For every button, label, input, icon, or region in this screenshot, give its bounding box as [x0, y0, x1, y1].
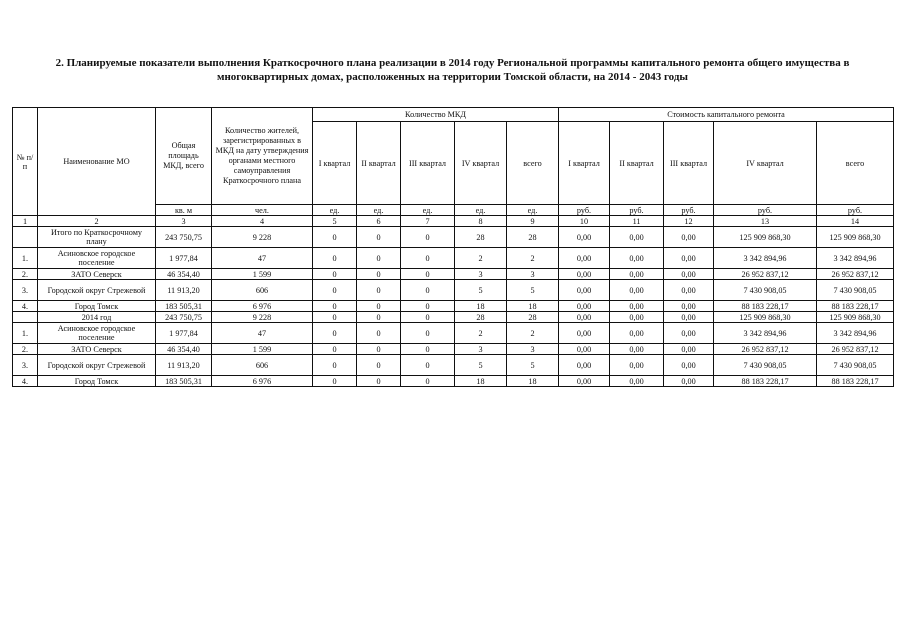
mkd-total-cell: 18: [507, 301, 559, 312]
mkd-total-cell: 2: [507, 323, 559, 344]
mkd-q3-cell: 0: [401, 280, 455, 301]
mkd-q3-cell: 0: [401, 344, 455, 355]
area-cell: 11 913,20: [156, 280, 212, 301]
cost-q2-cell: 0,00: [610, 355, 664, 376]
cost-q4-cell: 125 909 868,30: [714, 227, 817, 248]
cost-q3-cell: 0,00: [664, 301, 714, 312]
document-title: [10, 56, 895, 84]
cost-q2-cell: 0,00: [610, 301, 664, 312]
cost-total-cell: 125 909 868,30: [817, 312, 894, 323]
mkd-q2-cell: 0: [357, 355, 401, 376]
column-number-cell: 3: [156, 216, 212, 227]
unit-cost-total: руб.: [817, 205, 894, 216]
mkd-q1-cell: 0: [313, 312, 357, 323]
cost-q3-cell: 0,00: [664, 323, 714, 344]
title-line-2: многоквартирных домах, расположенных на территории Томской области, на 2014 - 2043 годы: [216, 71, 689, 83]
unit-cost-q1: руб.: [559, 205, 610, 216]
mkd-q1-cell: 0: [313, 355, 357, 376]
mo-name-cell: Асиновское городское поселение: [38, 248, 156, 269]
cost-q3-cell: 0,00: [664, 248, 714, 269]
column-number-cell: 11: [610, 216, 664, 227]
area-cell: 183 505,31: [156, 376, 212, 387]
mkd-total-cell: 5: [507, 355, 559, 376]
mkd-q2-cell: 0: [357, 301, 401, 312]
mkd-q2-cell: 0: [357, 269, 401, 280]
row-number-cell: [13, 312, 38, 323]
column-number-cell: 10: [559, 216, 610, 227]
cost-q3-cell: 0,00: [664, 355, 714, 376]
mkd-q1-cell: 0: [313, 301, 357, 312]
table-row: [13, 280, 894, 301]
mkd-q3-cell: 0: [401, 355, 455, 376]
cost-q1-cell: 0,00: [559, 323, 610, 344]
column-number-cell: 1: [13, 216, 38, 227]
mo-name-cell: Город Томск: [38, 301, 156, 312]
residents-cell: 1 599: [212, 269, 313, 280]
mkd-total-cell: 3: [507, 269, 559, 280]
mo-name-cell: ЗАТО Северск: [38, 269, 156, 280]
residents-cell: 9 228: [212, 312, 313, 323]
residents-cell: 1 599: [212, 344, 313, 355]
column-number-cell: 8: [455, 216, 507, 227]
unit-mkd-q4: ед.: [455, 205, 507, 216]
unit-area: кв. м: [156, 205, 212, 216]
area-cell: 46 354,40: [156, 269, 212, 280]
unit-cost-q3: руб.: [664, 205, 714, 216]
unit-cost-q2: руб.: [610, 205, 664, 216]
mkd-total-cell: 18: [507, 376, 559, 387]
residents-cell: 606: [212, 280, 313, 301]
cost-q1-cell: 0,00: [559, 301, 610, 312]
residents-cell: 47: [212, 323, 313, 344]
mkd-q1-cell: 0: [313, 323, 357, 344]
cost-total-cell: 88 183 228,17: [817, 301, 894, 312]
cost-q4-cell: 7 430 908,05: [714, 355, 817, 376]
mkd-q1-cell: 0: [313, 248, 357, 269]
mkd-total-cell: 28: [507, 227, 559, 248]
residents-cell: 6 976: [212, 376, 313, 387]
residents-cell: 9 228: [212, 227, 313, 248]
cost-q4-cell: 3 342 894,96: [714, 323, 817, 344]
header-mkd-total: всего: [507, 122, 559, 205]
cost-q1-cell: 0,00: [559, 376, 610, 387]
mkd-q2-cell: 0: [357, 312, 401, 323]
cost-q1-cell: 0,00: [559, 312, 610, 323]
cost-total-cell: 7 430 908,05: [817, 280, 894, 301]
area-cell: 1 977,84: [156, 248, 212, 269]
cost-q4-cell: 3 342 894,96: [714, 248, 817, 269]
mkd-q4-cell: 5: [455, 355, 507, 376]
cost-total-cell: 26 952 837,12: [817, 269, 894, 280]
mkd-total-cell: 2: [507, 248, 559, 269]
header-cost-total: всего: [817, 122, 894, 205]
table-row: [13, 269, 894, 280]
area-cell: 11 913,20: [156, 355, 212, 376]
mkd-q1-cell: 0: [313, 280, 357, 301]
header-residents: Количество жителей, зарегистрированных в МКД на дату утверждения органами местного самоуправления Краткосрочного плана: [212, 108, 313, 205]
cost-q3-cell: 0,00: [664, 376, 714, 387]
cost-q2-cell: 0,00: [610, 269, 664, 280]
mo-name-cell: Итого по Краткосрочному плану: [38, 227, 156, 248]
mkd-q1-cell: 0: [313, 227, 357, 248]
header-mkd-q1: I квартал: [313, 122, 357, 205]
mkd-q3-cell: 0: [401, 312, 455, 323]
cost-total-cell: 3 342 894,96: [817, 248, 894, 269]
mo-name-cell: Городской округ Стрежевой: [38, 355, 156, 376]
title-line-1: 2. Планируемые показатели выполнения Краткосрочного плана реализации в 2014 году Региональной программы капитального ремонта общего имущества в: [55, 57, 850, 69]
cost-q3-cell: 0,00: [664, 312, 714, 323]
indicators-table: [12, 107, 894, 387]
cost-total-cell: 88 183 228,17: [817, 376, 894, 387]
area-cell: 183 505,31: [156, 301, 212, 312]
unit-mkd-q2: ед.: [357, 205, 401, 216]
header-cost-group: Стоимость капитального ремонта: [559, 108, 894, 122]
unit-cost-q4: руб.: [714, 205, 817, 216]
mkd-total-cell: 3: [507, 344, 559, 355]
header-cost-q2: II квартал: [610, 122, 664, 205]
mo-name-cell: 2014 год: [38, 312, 156, 323]
column-number-row: [13, 216, 894, 227]
table-row: [13, 355, 894, 376]
unit-residents: чел.: [212, 205, 313, 216]
mo-name-cell: Городской округ Стрежевой: [38, 280, 156, 301]
cost-total-cell: 26 952 837,12: [817, 344, 894, 355]
cost-q1-cell: 0,00: [559, 344, 610, 355]
cost-q4-cell: 26 952 837,12: [714, 269, 817, 280]
table-body: [13, 227, 894, 387]
table-row: [13, 312, 894, 323]
column-number-cell: 13: [714, 216, 817, 227]
table-row: [13, 376, 894, 387]
mkd-q4-cell: 18: [455, 376, 507, 387]
mkd-q4-cell: 28: [455, 312, 507, 323]
row-number-cell: 2.: [13, 344, 38, 355]
cost-total-cell: 3 342 894,96: [817, 323, 894, 344]
cost-q4-cell: 88 183 228,17: [714, 376, 817, 387]
mkd-q2-cell: 0: [357, 376, 401, 387]
table-row: [13, 301, 894, 312]
residents-cell: 606: [212, 355, 313, 376]
header-cost-q3: III квартал: [664, 122, 714, 205]
row-number-cell: 3.: [13, 355, 38, 376]
header-name: Наименование МО: [38, 108, 156, 216]
mkd-q2-cell: 0: [357, 227, 401, 248]
column-number-cell: 7: [401, 216, 455, 227]
column-number-cell: 9: [507, 216, 559, 227]
mkd-total-cell: 5: [507, 280, 559, 301]
residents-cell: 6 976: [212, 301, 313, 312]
mo-name-cell: Город Томск: [38, 376, 156, 387]
mkd-q4-cell: 3: [455, 269, 507, 280]
mkd-q2-cell: 0: [357, 344, 401, 355]
header-area: Общая площадь МКД, всего: [156, 108, 212, 205]
mkd-q4-cell: 2: [455, 323, 507, 344]
cost-q2-cell: 0,00: [610, 312, 664, 323]
column-number-cell: 4: [212, 216, 313, 227]
mkd-q3-cell: 0: [401, 323, 455, 344]
header-mkd-q4: IV квартал: [455, 122, 507, 205]
unit-mkd-total: ед.: [507, 205, 559, 216]
area-cell: 1 977,84: [156, 323, 212, 344]
cost-q3-cell: 0,00: [664, 280, 714, 301]
mkd-q3-cell: 0: [401, 301, 455, 312]
cost-total-cell: 7 430 908,05: [817, 355, 894, 376]
mkd-q4-cell: 3: [455, 344, 507, 355]
cost-q4-cell: 7 430 908,05: [714, 280, 817, 301]
header-mkd-q3: III квартал: [401, 122, 455, 205]
table-row: [13, 323, 894, 344]
row-number-cell: 4.: [13, 376, 38, 387]
mkd-q3-cell: 0: [401, 248, 455, 269]
cost-q2-cell: 0,00: [610, 280, 664, 301]
mkd-q3-cell: 0: [401, 227, 455, 248]
cost-q2-cell: 0,00: [610, 344, 664, 355]
row-number-cell: 2.: [13, 269, 38, 280]
header-cost-q4: IV квартал: [714, 122, 817, 205]
cost-q1-cell: 0,00: [559, 269, 610, 280]
cost-total-cell: 125 909 868,30: [817, 227, 894, 248]
unit-mkd-q1: ед.: [313, 205, 357, 216]
table-row: [13, 344, 894, 355]
row-number-cell: [13, 227, 38, 248]
row-number-cell: 3.: [13, 280, 38, 301]
cost-q3-cell: 0,00: [664, 269, 714, 280]
area-cell: 243 750,75: [156, 227, 212, 248]
column-number-cell: 5: [313, 216, 357, 227]
mkd-q1-cell: 0: [313, 376, 357, 387]
row-number-cell: 1.: [13, 323, 38, 344]
mkd-q2-cell: 0: [357, 248, 401, 269]
mkd-q1-cell: 0: [313, 269, 357, 280]
mkd-q2-cell: 0: [357, 280, 401, 301]
header-num: № п/п: [13, 108, 38, 216]
unit-mkd-q3: ед.: [401, 205, 455, 216]
cost-q1-cell: 0,00: [559, 280, 610, 301]
row-number-cell: 1.: [13, 248, 38, 269]
mkd-q1-cell: 0: [313, 344, 357, 355]
mkd-q3-cell: 0: [401, 269, 455, 280]
mkd-q4-cell: 18: [455, 301, 507, 312]
cost-q2-cell: 0,00: [610, 323, 664, 344]
cost-q3-cell: 0,00: [664, 344, 714, 355]
mo-name-cell: Асиновское городское поселение: [38, 323, 156, 344]
cost-q4-cell: 26 952 837,12: [714, 344, 817, 355]
header-cost-q1: I квартал: [559, 122, 610, 205]
mkd-q2-cell: 0: [357, 323, 401, 344]
area-cell: 243 750,75: [156, 312, 212, 323]
cost-q1-cell: 0,00: [559, 248, 610, 269]
header-mkd-group: Количество МКД: [313, 108, 559, 122]
mkd-total-cell: 28: [507, 312, 559, 323]
cost-q1-cell: 0,00: [559, 227, 610, 248]
mkd-q4-cell: 28: [455, 227, 507, 248]
table-row: [13, 227, 894, 248]
area-cell: 46 354,40: [156, 344, 212, 355]
column-number-cell: 12: [664, 216, 714, 227]
column-number-cell: 14: [817, 216, 894, 227]
mkd-q3-cell: 0: [401, 376, 455, 387]
mkd-q4-cell: 5: [455, 280, 507, 301]
mo-name-cell: ЗАТО Северск: [38, 344, 156, 355]
cost-q4-cell: 125 909 868,30: [714, 312, 817, 323]
cost-q2-cell: 0,00: [610, 376, 664, 387]
residents-cell: 47: [212, 248, 313, 269]
cost-q1-cell: 0,00: [559, 355, 610, 376]
cost-q2-cell: 0,00: [610, 227, 664, 248]
mkd-q4-cell: 2: [455, 248, 507, 269]
cost-q2-cell: 0,00: [610, 248, 664, 269]
header-mkd-q2: II квартал: [357, 122, 401, 205]
table-row: [13, 248, 894, 269]
cost-q3-cell: 0,00: [664, 227, 714, 248]
column-number-cell: 2: [38, 216, 156, 227]
column-number-cell: 6: [357, 216, 401, 227]
cost-q4-cell: 88 183 228,17: [714, 301, 817, 312]
row-number-cell: 4.: [13, 301, 38, 312]
